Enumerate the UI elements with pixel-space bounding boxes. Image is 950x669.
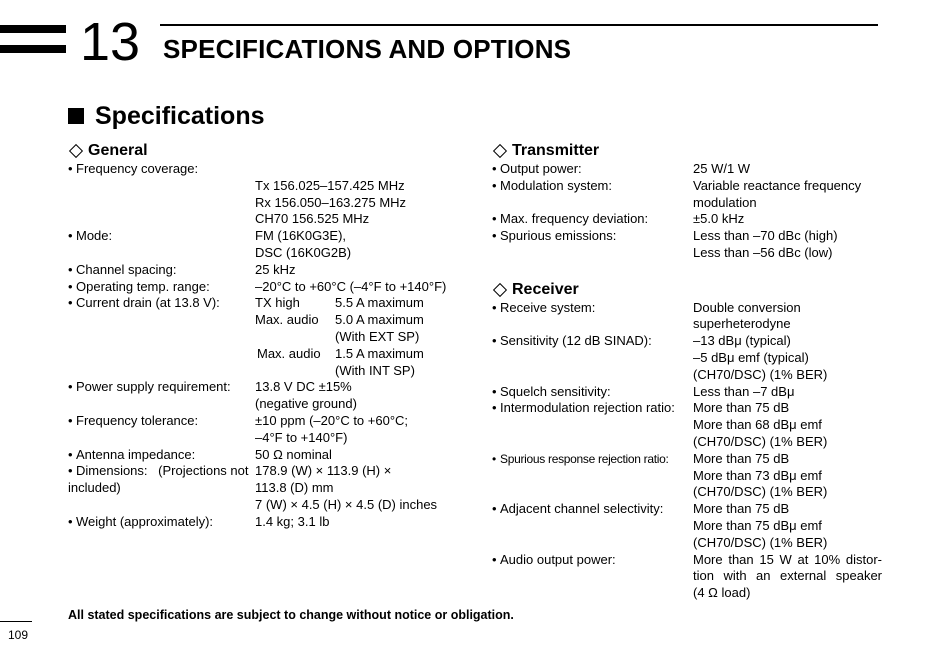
diamond-icon — [69, 144, 83, 158]
spec-modulation: • Modulation system: Variable reactance frequency modulation — [492, 177, 862, 210]
spec-receive-system: • Receive system: Double conversion superheterodyne — [492, 299, 801, 332]
spec-intermodulation: • Intermodulation rejection ratio: More than 75 dB More than 68 dBμ emf (CH70/DSC) (1% BER) — [492, 400, 828, 449]
diamond-icon — [493, 144, 507, 158]
spec-power-supply: • Power supply requirement: 13.8 V DC ±15% (negative ground) — [68, 379, 357, 412]
spec-mode: • Mode: FM (16K0G3E), DSC (16K0G2B) — [68, 228, 352, 260]
spec-operating-temp: • Operating temp. range: –20°C to +60°C (–4°F to +140°F) — [68, 278, 447, 294]
general-heading: General — [68, 141, 468, 161]
section-title — [68, 100, 265, 132]
header-rule — [160, 24, 878, 26]
spec-channel-spacing: • Channel spacing: 25 kHz — [68, 261, 296, 277]
spec-squelch: • Squelch sensitivity: Less than –7 dBμ — [492, 383, 795, 399]
chapter-number: 13 — [80, 12, 141, 72]
spec-sensitivity: • Sensitivity (12 dB SINAD): –13 dBμ (typical) –5 dBμ emf (typical) (CH70/DSC) (1% BER) — [492, 333, 828, 382]
spec-max-deviation: • Max. frequency deviation: ±5.0 kHz — [492, 211, 745, 227]
spec-weight: • Weight (approximately): 1.4 kg; 3.1 lb — [68, 513, 330, 529]
spec-spurious-emissions: • Spurious emissions: Less than –70 dBc (high) Less than –56 dBc (low) — [492, 228, 838, 260]
spec-spurious-response: • Spurious response rejection ratio: More than 75 dB More than 73 dBμ emf (CH70/DSC) (1% BER) — [492, 450, 828, 500]
chapter-title: SPECIFICATIONS AND OPTIONS — [163, 34, 572, 64]
spec-dimensions: • Dimensions: (Projections not included) 178.9 (W) × 113.9 (H) × 113.8 (D) mm 7 (W) × 4.5 (H) × 4.5 (D) inches — [68, 463, 438, 512]
black-square-icon — [68, 108, 84, 124]
spec-output-power: • Output power: 25 W/1 W — [492, 161, 751, 176]
chapter-tab-bar-bottom — [0, 45, 66, 53]
diamond-icon — [493, 283, 507, 297]
spec-adjacent-selectivity: • Adjacent channel selectivity: More than 75 dB More than 75 dBμ emf (CH70/DSC) (1% BER) — [492, 501, 828, 550]
general-column: General • Frequency coverage: Tx 156.025–157.425 MHz Rx 156.050–163.275 MHz CH70 156.525 MHz • Mode: FM (16K0G3E), DSC (16K0G2B) • Channel spacing: 25 kHz • Operating temp. range: –20°C to +60°C (–4°F to +140°F) • Current drain (at 13.8 V): TX high 5.5 A maximum Max. audio 5.0 A maximum (With EXT SP) Max. audio 1.5 A maximum (With INT SP) • Power supply requirement: 13.8 V DC ±15% (negative ground) • Frequency tolerance: ±10 ppm (–20°C to +60°C; –4°F to +140°F) • Antenna impedance: 50 Ω nominal • Dimensions: (Projections not included) 178.9 (W) × 113.9 (H) × 113.8 (D) mm 7 (W) × 4.5 (H) × 4.5 (D) inches • Weight (approximately): 1.4 kg; 3.1 lb — [68, 140, 468, 531]
transmitter-receiver-column — [492, 140, 882, 602]
spec-current-drain: • Current drain (at 13.8 V): TX high 5.5 A maximum Max. audio 5.0 A maximum (With EXT SP) Max. audio 1.5 A maximum (With INT SP) — [68, 295, 424, 378]
spec-frequency-coverage: • Frequency coverage: — [68, 161, 199, 176]
transmitter-heading: Transmitter — [492, 141, 882, 161]
spec-frequency-tolerance: • Frequency tolerance: ±10 ppm (–20°C to +60°C; –4°F to +140°F) — [68, 412, 409, 445]
spec-antenna-impedance: • Antenna impedance: 50 Ω nominal — [68, 446, 332, 462]
spec-audio-output: • Audio output power: More than 15 W at 10% distor- tion with an external speaker (4 Ω load) — [492, 551, 882, 601]
page-number: 109 — [8, 628, 29, 642]
section-title-text: Specifications — [95, 102, 265, 130]
footer-note: All stated specifications are subject to change without notice or obligation. — [68, 608, 514, 622]
page-number-rule — [0, 621, 32, 622]
receiver-heading: Receiver — [492, 280, 882, 300]
chapter-tab-bar-top — [0, 25, 66, 33]
